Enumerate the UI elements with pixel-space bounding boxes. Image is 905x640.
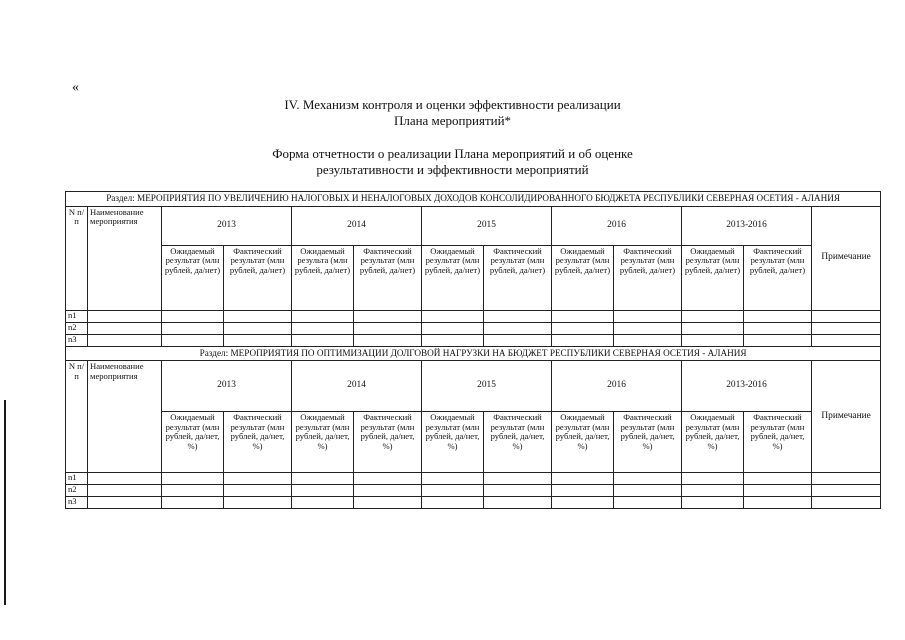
col-subheader: Ожидаемый результат (млн рублей, да/нет) — [552, 245, 614, 310]
empty-cell — [292, 497, 354, 509]
empty-cell — [224, 310, 292, 322]
col-header-year: 2014 — [292, 361, 422, 412]
col-subheader: Ожидаемый результат (млн рублей, да/нет) — [162, 245, 224, 310]
empty-cell — [812, 473, 881, 485]
empty-cell — [552, 485, 614, 497]
empty-cell — [614, 497, 682, 509]
col-header-year: 2015 — [422, 206, 552, 245]
col-subheader: Ожидаемый результат (млн рублей, да/нет, %) — [422, 412, 484, 473]
empty-cell — [162, 334, 224, 346]
form-heading-line-1: Форма отчетности о реализации Плана мероприятий и об оценке — [272, 146, 633, 161]
col-subheader: Ожидаемый результа (млн рублей, да/нет) — [292, 245, 354, 310]
empty-cell — [484, 485, 552, 497]
col-subheader: Фактический результат (млн рублей, да/нет) — [744, 245, 812, 310]
empty-cell — [422, 322, 484, 334]
empty-cell — [744, 310, 812, 322]
empty-cell — [484, 497, 552, 509]
col-subheader: Фактический результат (млн рублей, да/нет) — [354, 245, 422, 310]
empty-cell — [88, 310, 162, 322]
empty-cell — [484, 310, 552, 322]
empty-cell — [744, 322, 812, 334]
col-subheader: Фактический результат (млн рублей, да/нет) — [614, 245, 682, 310]
col-subheader: Ожидаемый результат (млн рублей, да/нет, %) — [162, 412, 224, 473]
empty-cell — [614, 310, 682, 322]
col-subheader: Фактический результат (млн рублей, да/нет, %) — [614, 412, 682, 473]
col-subheader: Фактический результат (млн рублей, да/нет, %) — [484, 412, 552, 473]
empty-cell — [614, 485, 682, 497]
empty-cell — [354, 334, 422, 346]
col-header-note: Примечание — [812, 206, 881, 310]
col-header-name: Наименование мероприятия — [88, 206, 162, 310]
empty-cell — [812, 485, 881, 497]
col-header-number: N п/п — [66, 206, 88, 310]
col-header-year: 2015 — [422, 361, 552, 412]
report-table-body — [66, 192, 881, 509]
empty-cell — [614, 322, 682, 334]
empty-cell — [292, 485, 354, 497]
col-subheader: Фактический результат (млн рублей, да/нет, %) — [354, 412, 422, 473]
col-header-year: 2013-2016 — [682, 206, 812, 245]
row-number: n2 — [66, 322, 88, 334]
empty-cell — [162, 473, 224, 485]
empty-cell — [552, 497, 614, 509]
empty-cell — [354, 322, 422, 334]
form-heading-line-2: результативности и эффективности мероприятий — [316, 162, 589, 177]
subheader-row — [66, 412, 881, 473]
opening-quote: « — [72, 80, 79, 95]
col-header-year: 2016 — [552, 206, 682, 245]
table-row — [66, 334, 881, 346]
col-header-year: 2016 — [552, 361, 682, 412]
col-subheader: Ожидаемый результат (млн рублей, да/нет, %) — [552, 412, 614, 473]
section-title: Раздел: МЕРОПРИЯТИЯ ПО УВЕЛИЧЕНИЮ НАЛОГОВЫХ И НЕНАЛОГОВЫХ ДОХОДОВ КОНСОЛИДИРОВАННОГО БЮДЖЕТА РЕСПУБЛИКИ СЕВЕРНАЯ ОСЕТИЯ - АЛАНИЯ — [66, 192, 881, 207]
empty-cell — [422, 497, 484, 509]
empty-cell — [292, 334, 354, 346]
scan-margin-line — [4, 400, 6, 605]
empty-cell — [162, 497, 224, 509]
empty-cell — [88, 473, 162, 485]
empty-cell — [354, 485, 422, 497]
empty-cell — [812, 310, 881, 322]
form-heading — [0, 146, 905, 178]
empty-cell — [682, 497, 744, 509]
empty-cell — [552, 310, 614, 322]
row-number: n3 — [66, 334, 88, 346]
empty-cell — [682, 322, 744, 334]
section-heading — [0, 97, 905, 129]
empty-cell — [812, 497, 881, 509]
col-subheader: Фактический результат (млн рублей, да/нет, %) — [224, 412, 292, 473]
empty-cell — [88, 485, 162, 497]
empty-cell — [354, 473, 422, 485]
col-subheader: Фактический результат (млн рублей, да/нет) — [484, 245, 552, 310]
empty-cell — [422, 473, 484, 485]
table-row — [66, 485, 881, 497]
table-row — [66, 322, 881, 334]
empty-cell — [812, 322, 881, 334]
row-number: n3 — [66, 497, 88, 509]
section-title-row — [66, 192, 881, 207]
empty-cell — [682, 310, 744, 322]
col-subheader: Ожидаемый результат (млн рублей, да/нет, %) — [292, 412, 354, 473]
empty-cell — [744, 334, 812, 346]
empty-cell — [292, 310, 354, 322]
col-subheader: Ожидаемый результат (млн рублей, да/нет, %) — [682, 412, 744, 473]
empty-cell — [292, 322, 354, 334]
empty-cell — [552, 473, 614, 485]
empty-cell — [162, 322, 224, 334]
empty-cell — [162, 310, 224, 322]
col-subheader: Фактический результат (млн рублей, да/нет, %) — [744, 412, 812, 473]
section-heading-line-2: Плана мероприятий* — [393, 113, 512, 128]
empty-cell — [224, 334, 292, 346]
table-row — [66, 310, 881, 322]
empty-cell — [88, 334, 162, 346]
empty-cell — [552, 334, 614, 346]
empty-cell — [744, 497, 812, 509]
row-number: n2 — [66, 485, 88, 497]
empty-cell — [744, 485, 812, 497]
col-header-year: 2013 — [162, 361, 292, 412]
empty-cell — [682, 334, 744, 346]
empty-cell — [484, 334, 552, 346]
col-header-note: Примечание — [812, 361, 881, 473]
col-subheader: Ожидаемый результат (млн рублей, да/нет) — [682, 245, 744, 310]
section-title-row — [66, 346, 881, 361]
col-header-year: 2013-2016 — [682, 361, 812, 412]
empty-cell — [614, 334, 682, 346]
col-header-number: N п/п — [66, 361, 88, 473]
section-heading-line-1: IV. Механизм контроля и оценки эффективности реализации — [284, 97, 621, 112]
header-row — [66, 206, 881, 245]
empty-cell — [614, 473, 682, 485]
report-table — [65, 191, 881, 509]
empty-cell — [354, 310, 422, 322]
empty-cell — [422, 310, 484, 322]
empty-cell — [422, 334, 484, 346]
col-subheader: Ожидаемый результат (млн рублей, да/нет) — [422, 245, 484, 310]
empty-cell — [162, 485, 224, 497]
empty-cell — [224, 473, 292, 485]
table-row — [66, 473, 881, 485]
empty-cell — [812, 334, 881, 346]
empty-cell — [88, 322, 162, 334]
row-number: n1 — [66, 473, 88, 485]
empty-cell — [292, 473, 354, 485]
empty-cell — [682, 473, 744, 485]
empty-cell — [484, 322, 552, 334]
section-title: Раздел: МЕРОПРИЯТИЯ ПО ОПТИМИЗАЦИИ ДОЛГОВОЙ НАГРУЗКИ НА БЮДЖЕТ РЕСПУБЛИКИ СЕВЕРНАЯ ОСЕТИЯ - АЛАНИЯ — [66, 346, 881, 361]
col-header-year: 2014 — [292, 206, 422, 245]
empty-cell — [224, 322, 292, 334]
empty-cell — [744, 473, 812, 485]
empty-cell — [552, 322, 614, 334]
empty-cell — [484, 473, 552, 485]
col-header-year: 2013 — [162, 206, 292, 245]
empty-cell — [224, 497, 292, 509]
empty-cell — [88, 497, 162, 509]
col-header-name: Наименование мероприятия — [88, 361, 162, 473]
subheader-row — [66, 245, 881, 310]
row-number: n1 — [66, 310, 88, 322]
col-subheader: Фактический результат (млн рублей, да/нет) — [224, 245, 292, 310]
empty-cell — [422, 485, 484, 497]
empty-cell — [354, 497, 422, 509]
empty-cell — [682, 485, 744, 497]
table-row — [66, 497, 881, 509]
header-row — [66, 361, 881, 412]
empty-cell — [224, 485, 292, 497]
